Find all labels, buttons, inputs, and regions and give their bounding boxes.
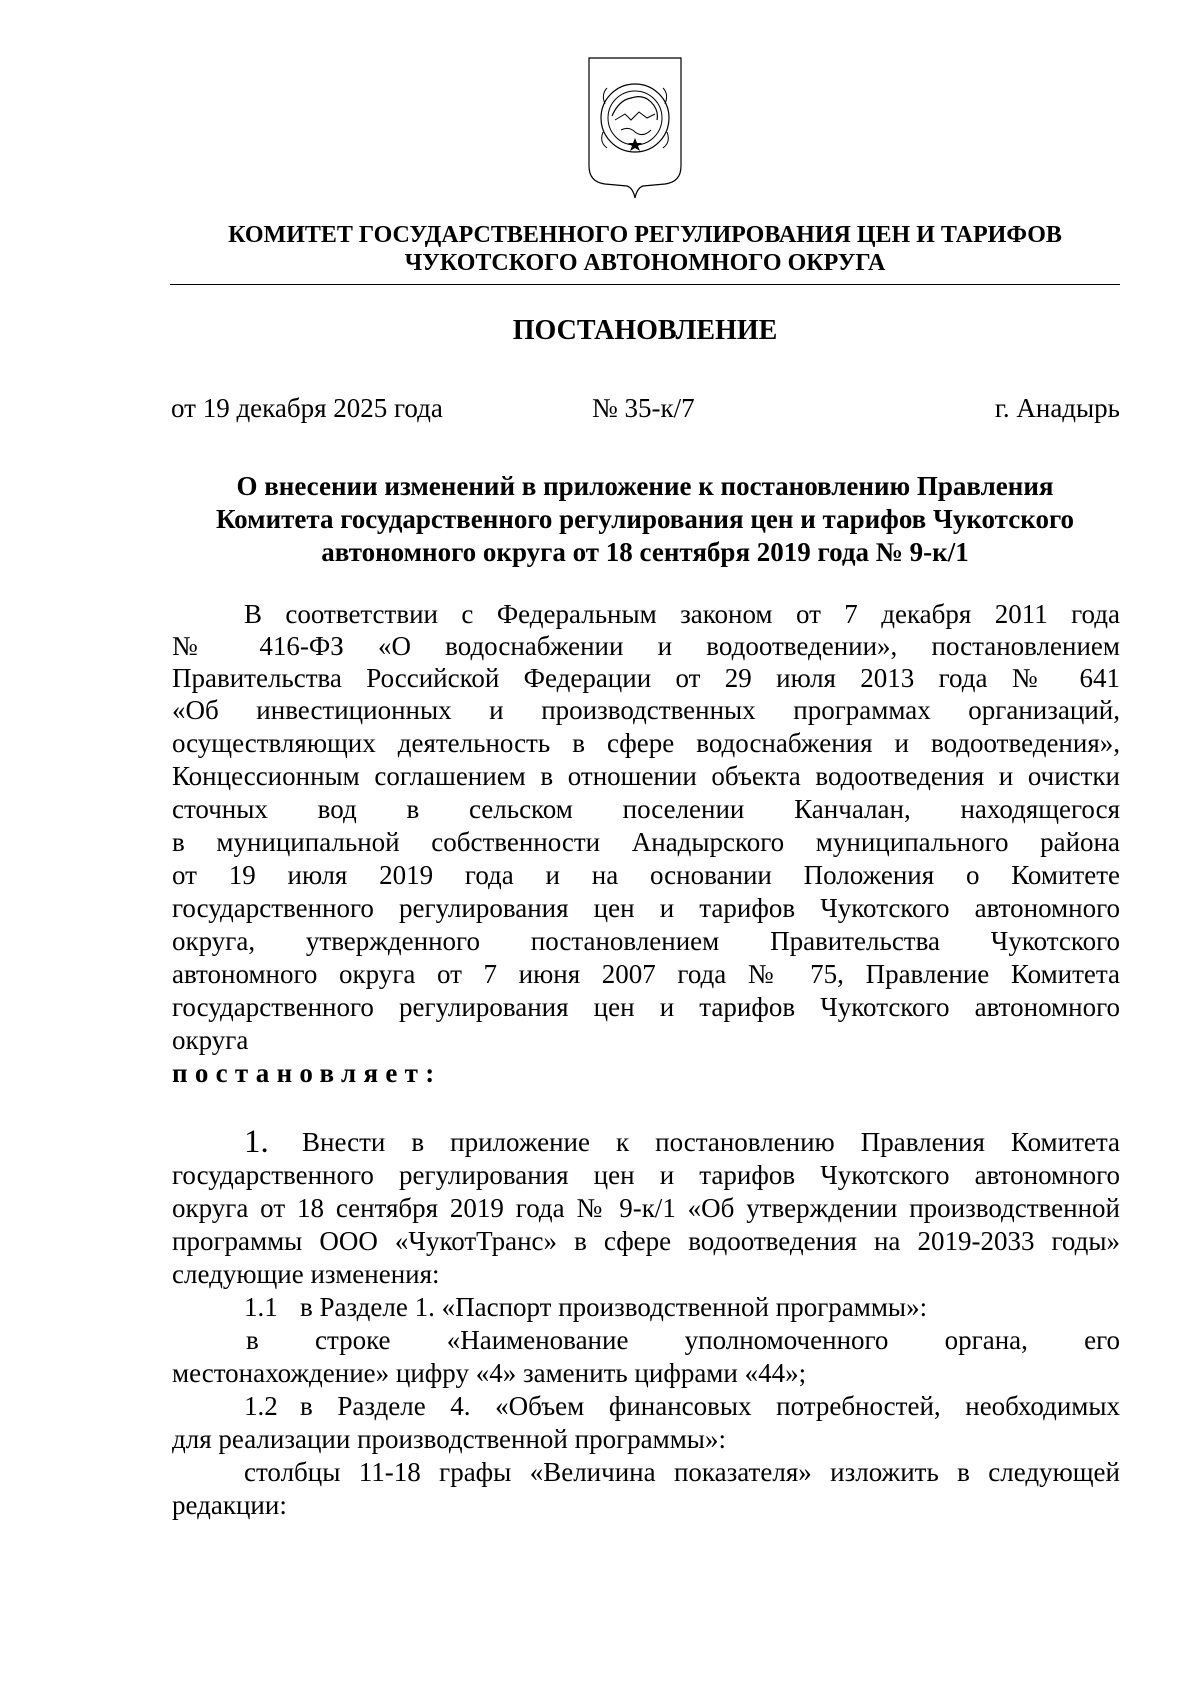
subject-heading-line: Комитета государственного регулирования цен и тарифов Чукотского [215, 504, 1075, 534]
item-number: 1. [244, 1124, 269, 1160]
preamble-line: в муниципальной собственности Анадырского муниципального района [172, 827, 1120, 857]
preamble-line: государственного регулирования цен и тарифов Чукотского автономного [172, 992, 1120, 1022]
preamble-line: № 416-ФЗ «О водоснабжении и водоотведении», постановлением [172, 631, 1120, 661]
preamble-line: Концессионным соглашением в отношении объекта водоотведения и очистки [172, 761, 1120, 791]
item-line: программы ООО «ЧукотТранс» в сфере водоотведения на 2019-2033 годы» [172, 1226, 1120, 1256]
item-line: следующие изменения: [172, 1259, 440, 1289]
subject-heading-line: автономного округа от 18 сентября 2019 года № 9-к/1 [321, 537, 969, 567]
preamble-line: В соответствии с Федеральным законом от 7 декабря 2011 года [244, 599, 1120, 629]
subitem-line: редакции: [172, 1490, 287, 1520]
preamble-line: «Об инвестиционных и производственных программах организаций, [172, 695, 1120, 725]
subject-heading-line: О внесении изменений в приложение к постановлению Правления [236, 471, 1054, 501]
item-line: государственного регулирования цен и тарифов Чукотского автономного [172, 1160, 1120, 1190]
preamble-line: сточных вод в сельском поселении Канчалан, находящегося [172, 794, 1120, 824]
header-divider [170, 284, 1120, 285]
subitem-line: столбцы 11-18 графы «Величина показателя» изложить в следующей [244, 1457, 1120, 1487]
subitem-line: в Разделе 4. «Объем финансовых потребностей, необходимых [300, 1391, 1120, 1421]
preamble-line: округа [172, 1025, 249, 1055]
preamble-line: от 19 июля 2019 года и на основании Положения о Комитете [172, 860, 1120, 890]
subitem-line: в строке «Наименование уполномоченного органа, его [246, 1325, 1120, 1355]
preamble-line: округа, утвержденного постановлением Правительства Чукотского [172, 926, 1120, 956]
document-place: г. Анадырь [994, 393, 1120, 423]
organization-name-line1: КОМИТЕТ ГОСУДАРСТВЕННОГО РЕГУЛИРОВАНИЯ ЦЕН И ТАРИФОВ [228, 222, 1062, 248]
resolves-word: постановляет: [172, 1058, 442, 1088]
document-number: № 35-к/7 [592, 393, 695, 423]
item-line: Внести в приложение к постановлению Правления Комитета [302, 1127, 1120, 1157]
coat-of-arms-icon [585, 54, 685, 200]
document-date: от 19 декабря 2025 года [171, 393, 443, 423]
subitem-line: в Разделе 1. «Паспорт производственной программы»: [300, 1292, 928, 1322]
preamble-line: автономного округа от 7 июня 2007 года № 75, Правление Комитета [172, 959, 1120, 989]
subitem-number: 1.1 [244, 1292, 278, 1322]
preamble-line: государственного регулирования цен и тарифов Чукотского автономного [172, 893, 1120, 923]
subitem-line: местонахождение» цифру «4» заменить цифрами «44»; [172, 1358, 807, 1388]
organization-name-line2: ЧУКОТСКОГО АВТОНОМНОГО ОКРУГА [404, 250, 886, 276]
item-line: округа от 18 сентября 2019 года № 9-к/1 «Об утверждении производственной [172, 1193, 1120, 1223]
preamble-line: осуществляющих деятельность в сфере водоснабжения и водоотведения», [172, 728, 1120, 758]
subitem-line: для реализации производственной программы»: [172, 1424, 726, 1454]
subitem-number: 1.2 [244, 1391, 278, 1421]
document-type-title: ПОСТАНОВЛЕНИЕ [512, 315, 778, 346]
preamble-line: Правительства Российской Федерации от 29 июля 2013 года № 641 [172, 663, 1120, 693]
